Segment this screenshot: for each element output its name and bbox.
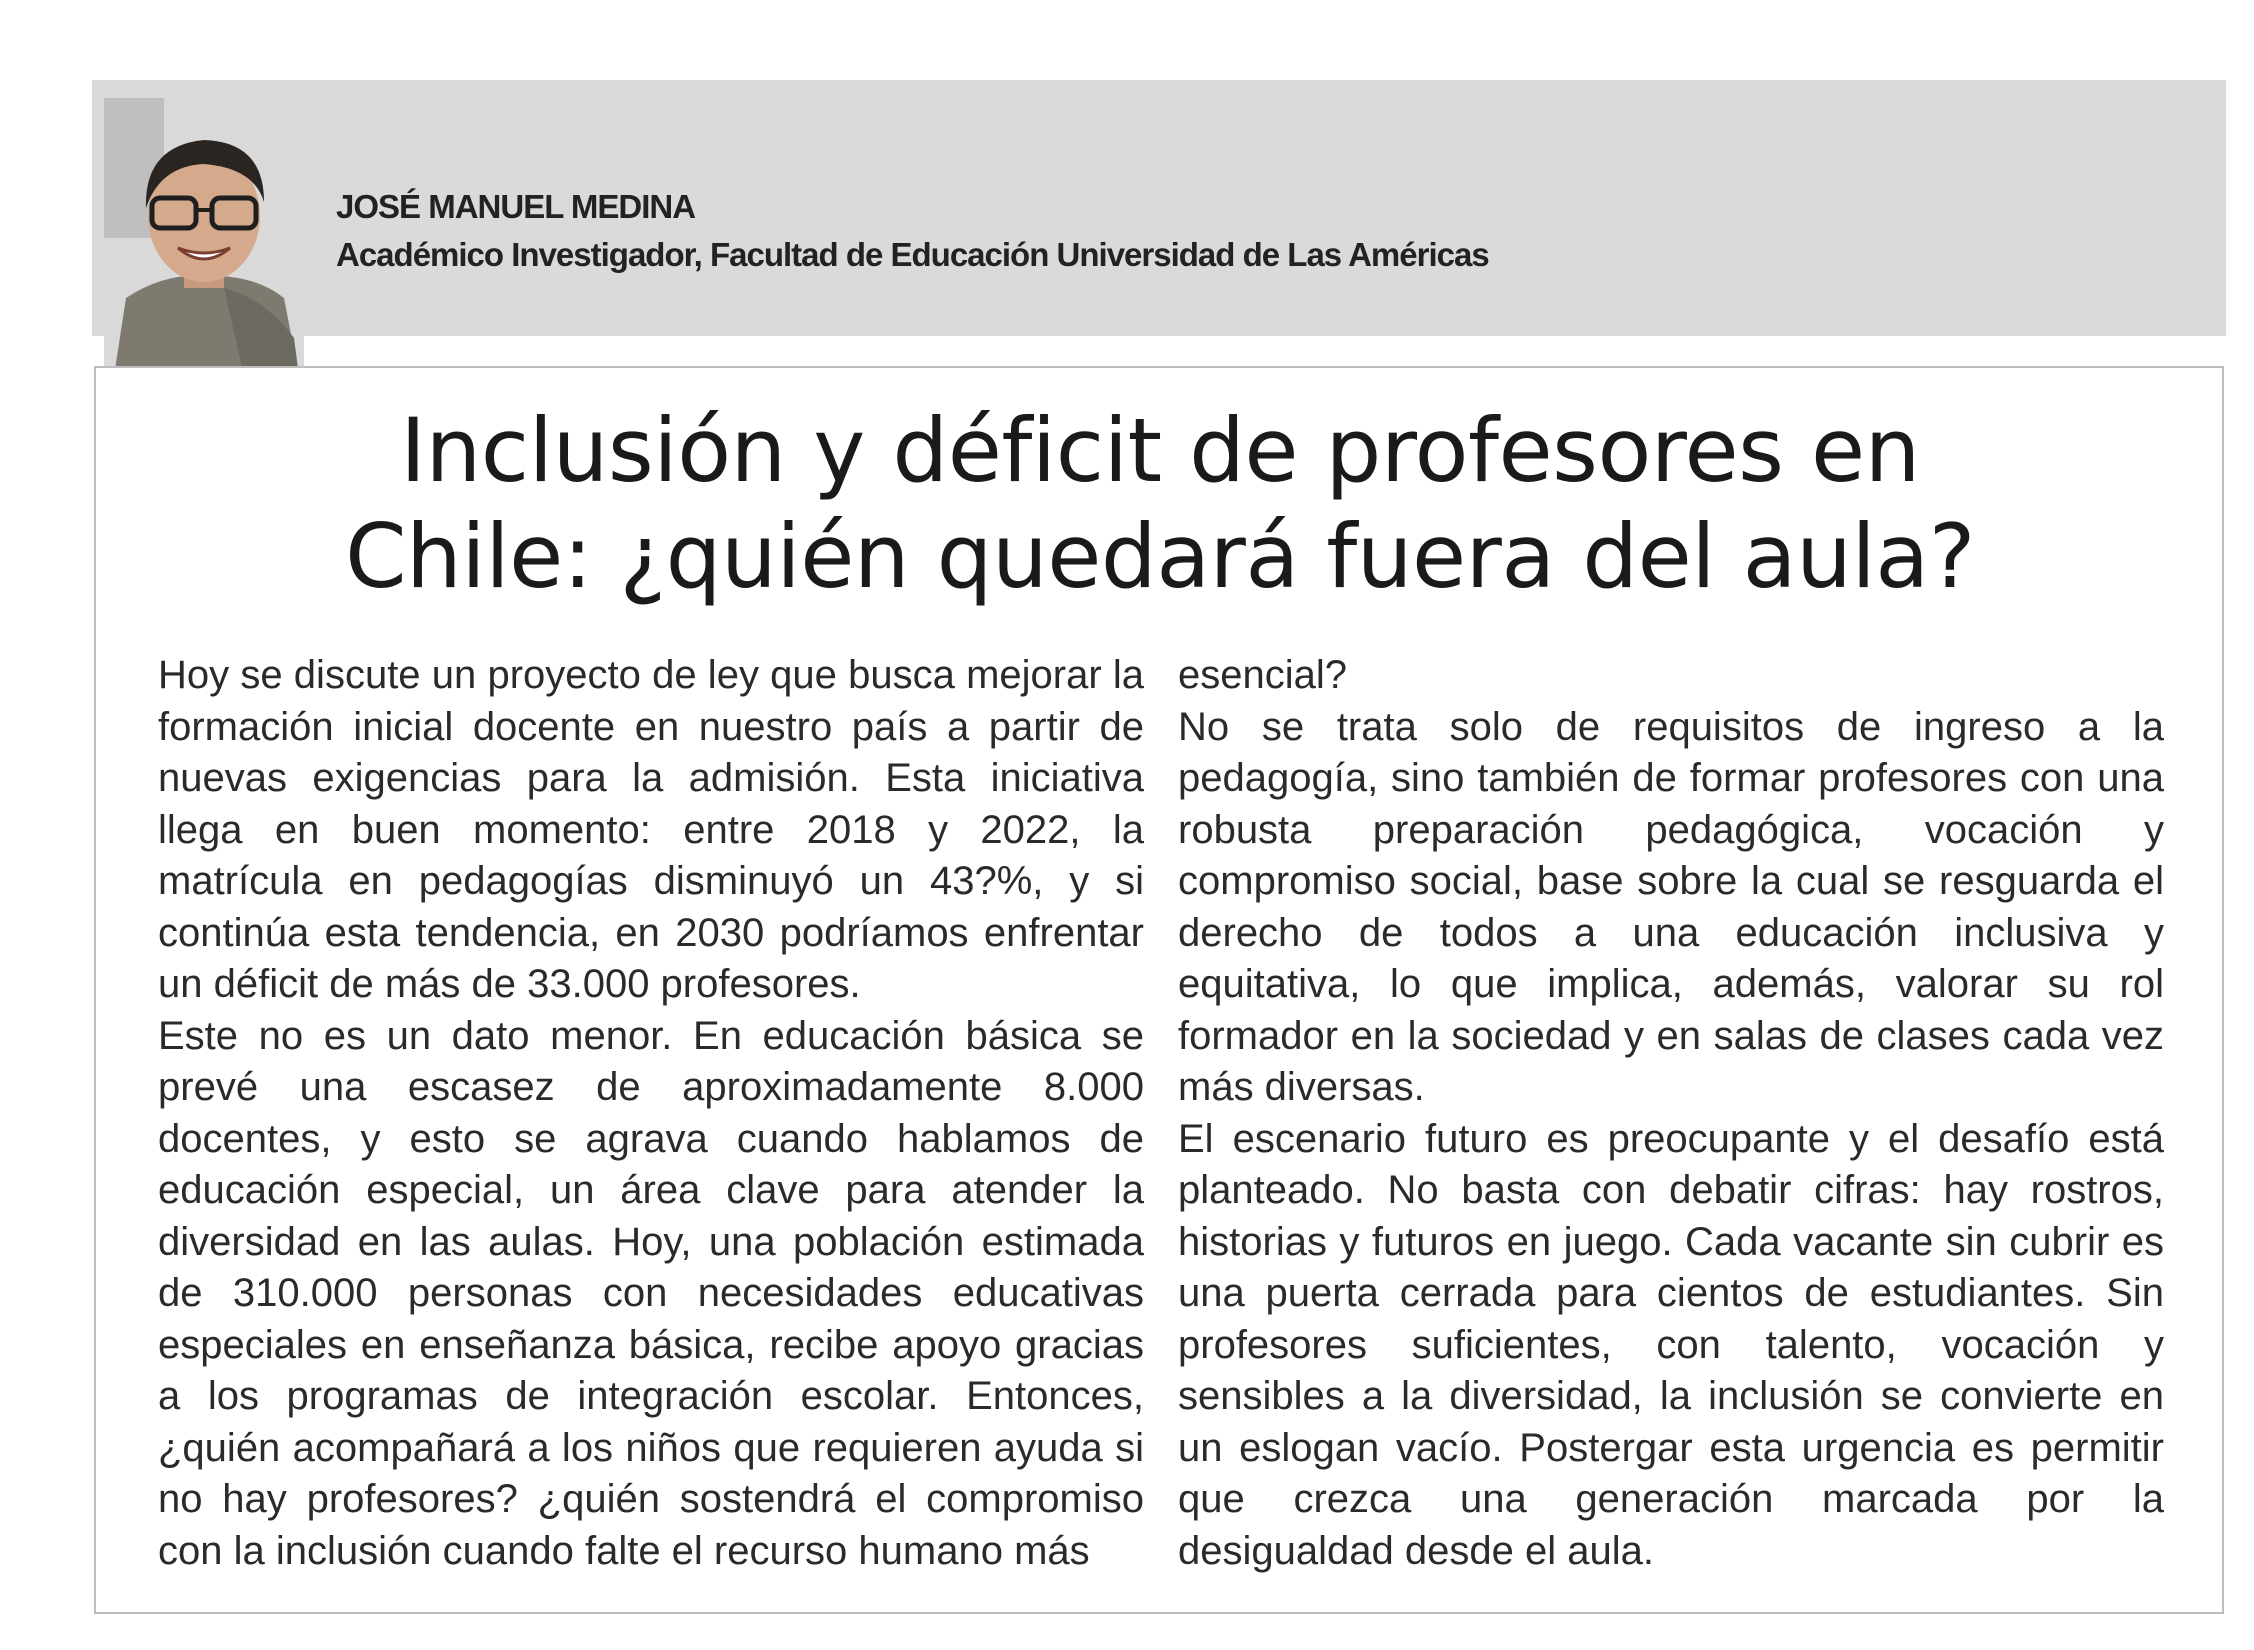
body-paragraph: El escenario futuro es preocupante y el desafío está planteado. No basta con debatir cifras: hay rostros, historias y futuros en juego. Cada vacante sin cubrir es una puerta cerrada para cientos de estudiantes. Sin profesores suficientes, con talento, vocación y sensibles a la diversidad, la inclusión se convierte en un eslogan vacío. Postergar esta urgencia es permitir que crezca una generación marcada por la desigualdad desde el aula. <box>1178 1116 2164 1573</box>
headline-line-1: Inclusión y déficit de profesores en <box>400 399 1920 502</box>
article-headline <box>100 398 2220 610</box>
author-role: Académico Investigador, Facultad de Educación Universidad de Las Américas <box>336 236 1489 273</box>
author-name: JOSÉ MANUEL MEDINA <box>336 188 696 225</box>
article-column-right <box>1178 650 2164 1577</box>
author-portrait <box>104 98 304 376</box>
headline-line-2: Chile: ¿quién quedará fuera del aula? <box>345 505 1975 608</box>
body-paragraph-continuation: esencial? <box>1178 653 1348 697</box>
body-paragraph: Este no es un dato menor. En educación básica se prevé una escasez de aproximadamente 8.000 docentes, y esto se agrava cuando hablamos de educación especial, un área clave para atender la diversidad en las aulas. Hoy, una población estimada de 310.000 personas con necesidades educativas especiales en enseñanza básica, recibe apoyo gracias a los programas de integración escolar. Entonces, ¿quién acompañará a los niños que requieren ayuda si no hay profesores? ¿quién sostendrá el compromiso con la inclusión cuando falte el recurso humano más <box>158 1013 1144 1573</box>
article-column-left <box>158 650 1144 1577</box>
body-paragraph: No se trata solo de requisitos de ingreso a la pedagogía, sino también de formar profesores con una robusta preparación pedagógica, vocación y compromiso social, base sobre la cual se resguarda el derecho de todos a una educación inclusiva y equitativa, lo que implica, además, valorar su rol formador en la sociedad y en salas de clases cada vez más diversas. <box>1178 704 2164 1109</box>
body-paragraph: Hoy se discute un proyecto de ley que busca mejorar la formación inicial docente en nuestro país a partir de nuevas exigencias para la admisión. Esta iniciativa llega en buen momento: entre 2018 y 2022, la matrícula en pedagogías disminuyó un 43?%, y si continúa esta tendencia, en 2030 podríamos enfrentar un déficit de más de 33.000 profesores. <box>158 653 1144 1006</box>
